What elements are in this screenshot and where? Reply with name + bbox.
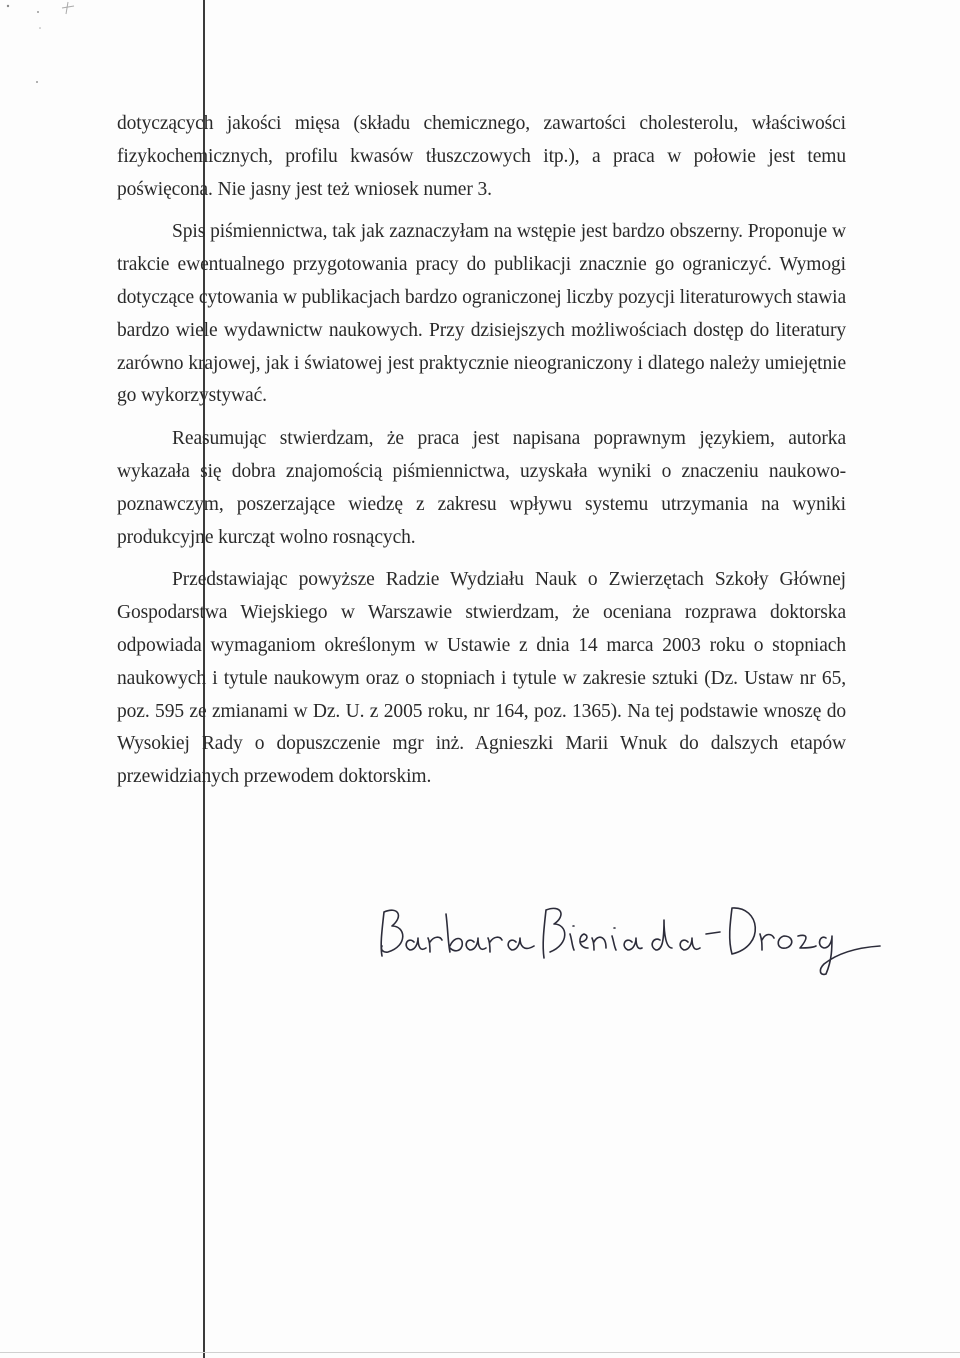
document-body [117, 108, 846, 804]
paragraph-2: Spis piśmiennictwa, tak jak zaznaczyłam na wstępie jest bardzo obszerny. Proponuje w trakcie ewentualnego przygotowania pracy do publikacji znacznie go ograniczyć. Wymogi dotyczące cytowania w publikacjach bardzo ograniczonej liczby pozycji literaturowych stawia bardzo wiele wydawnictw naukowych. Przy dzisiejszych możliwościach dostęp do literatury zarówno krajowej, jak i światowej jest praktycznie nieograniczony i dlatego należy umiejętnie go wykorzystywać. [117, 221, 846, 407]
paragraph-4: Przedstawiając powyższe Radzie Wydziału Nauk o Zwierzętach Szkoły Głównej Gospodarstwa Wiejskiego w Warszawie stwierdzam, że oceniana rozprawa doktorska odpowiada wymaganiom określonym w Ustawie z dnia 14 marca 2003 roku o stopniach naukowych i tytule naukowym oraz o stopniach i tytule w zakresie sztuki (Dz. Ustaw nr 65, poz. 595 ze zmianami w Dz. U. z 2005 roku, nr 164, poz. 1365). Na tej podstawie wnoszę do Wysokiej Rady o dopuszczenie mgr inż. Agnieszki Marii Wnuk do dalszych etapów przewidzianych przewodem doktorskim. [117, 569, 846, 788]
paragraph-1: dotyczących jakości mięsa (składu chemicznego, zawartości cholesterolu, właściwości fizykochemicznych, profilu kwasów tłuszczowych itp.), a praca w połowie jest temu poświęcona. Nie jasny jest też wniosek numer 3. [117, 113, 846, 200]
scan-specks [0, 0, 120, 100]
handwritten-signature [370, 890, 890, 980]
page-edge [0, 1352, 960, 1353]
paragraph-3: Reasumując stwierdzam, że praca jest napisana poprawnym językiem, autorka wykazała się dobra znajomością piśmiennictwa, uzyskała wyniki o znaczeniu naukowo-poznawczym, poszerzające wiedzę z zakresu wpływu systemu utrzymania na wyniki produkcyjne kurcząt wolno rosnących. [117, 428, 846, 548]
